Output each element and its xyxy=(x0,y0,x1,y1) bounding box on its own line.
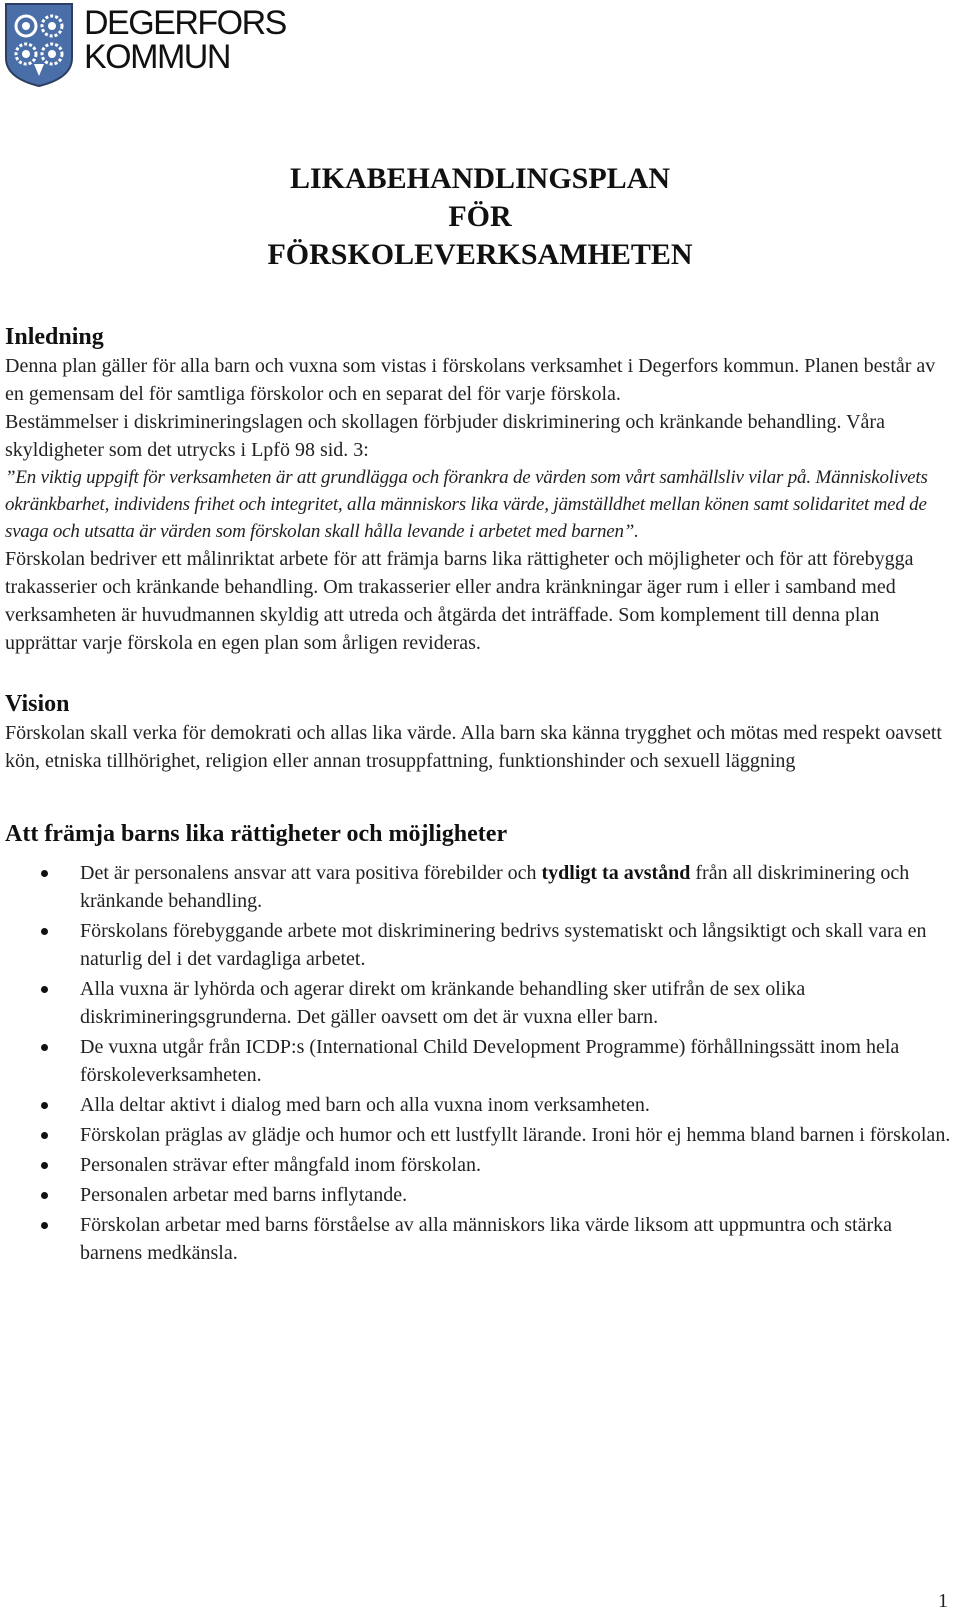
section-heading-inledning: Inledning xyxy=(5,324,104,350)
title-line-2: FÖR xyxy=(448,200,512,233)
section-heading-rights: Att främja barns lika rättigheter och möjligheter xyxy=(5,821,508,847)
list-item xyxy=(5,1033,953,1089)
document-body xyxy=(5,322,953,1269)
page-number: 1 xyxy=(938,1590,948,1612)
inledning-paragraph-3: Förskolan bedriver ett målinriktat arbete för att främja barns lika rättigheter och möjligheter och för att förebygga trakasserier och kränkande behandling. Om trakasserier eller andra kränkningar äger rum i eller i samband med verksamheten är huvudmannen skyldig att utreda och åtgärda det inträffade. Som komplement till denna plan upprättar varje förskola en egen plan som årligen revideras. xyxy=(5,548,914,654)
list-item xyxy=(5,975,953,1031)
title-line-1: LIKABEHANDLINGSPLAN xyxy=(289,162,671,195)
section-heading-vision: Vision xyxy=(5,691,70,717)
municipality-wordmark xyxy=(84,6,286,74)
list-item xyxy=(5,1181,953,1209)
bullet-icon xyxy=(41,1044,48,1051)
bullet-icon xyxy=(41,1192,48,1199)
document-title xyxy=(0,160,960,274)
list-item-text: Förskolan arbetar med barns förståelse av alla människors lika värde liksom att uppmuntra och stärka barnens medkänsla. xyxy=(80,1214,892,1264)
list-item xyxy=(5,1211,953,1267)
vision-paragraph: Förskolan skall verka för demokrati och allas lika värde. Alla barn ska känna trygghet och mötas med respekt oavsett kön, etniska tillhörighet, religion eller annan trosuppfattning, funktionshinder och sexuell läggning xyxy=(5,722,942,772)
municipality-crest-logo xyxy=(4,2,74,88)
curriculum-quote: ”En viktig uppgift för verksamheten är att grundlägga och förankra de värden som vårt samhällsliv vilar på. Människolivets okränkbarhet, individens frihet och integritet, alla människors lika värde, jämställdhet mellan könen samt solidaritet med de svaga och utsatta är värden som förskolan skall hålla levande i arbetet med barnen”. xyxy=(5,467,928,542)
wordmark-line-1: DEGERFORS xyxy=(84,4,286,42)
list-item-emphasis: tydligt ta avstånd xyxy=(541,862,691,884)
wordmark-line-2: KOMMUN xyxy=(84,38,230,76)
bullet-icon xyxy=(41,1162,48,1169)
page-header xyxy=(4,2,286,88)
list-item xyxy=(5,1091,953,1119)
bullet-icon xyxy=(41,928,48,935)
rights-bullet-list xyxy=(5,859,953,1267)
list-item xyxy=(5,917,953,973)
inledning-paragraph-2: Bestämmelser i diskrimineringslagen och skollagen förbjuder diskriminering och kränkande behandling. Våra skyldigheter som det utrycks i Lpfö 98 sid. 3: xyxy=(5,411,885,461)
list-item-text: Förskolans förebyggande arbete mot diskriminering bedrivs systematiskt och långsiktigt och skall vara en naturlig del i det vardagliga arbetet. xyxy=(80,920,927,970)
list-item-text: De vuxna utgår från ICDP:s (International Child Development Programme) förhållningssätt inom hela förskoleverksamheten. xyxy=(80,1036,900,1086)
bullet-icon xyxy=(41,1102,48,1109)
list-item-text: från all diskriminering och kränkande behandling. xyxy=(80,862,910,912)
list-item-text: Alla deltar aktivt i dialog med barn och alla vuxna inom verksamheten. xyxy=(80,1094,650,1116)
list-item-text: Det är personalens ansvar att vara positiva förebilder och xyxy=(80,862,542,884)
list-item xyxy=(5,1121,953,1149)
list-item-text: Alla vuxna är lyhörda och agerar direkt om kränkande behandling sker utifrån de sex olika diskrimineringsgrunderna. Det gäller oavsett om det är vuxna eller barn. xyxy=(80,978,806,1028)
list-item xyxy=(5,859,953,915)
bullet-icon xyxy=(41,870,48,877)
title-line-3: FÖRSKOLEVERKSAMHETEN xyxy=(267,238,693,271)
inledning-paragraph-1: Denna plan gäller för alla barn och vuxna som vistas i förskolans verksamhet i Degerfors kommun. Planen består av en gemensam del för samtliga förskolor och en separat del för varje förskola. xyxy=(5,355,936,405)
list-item xyxy=(5,1151,953,1179)
bullet-icon xyxy=(41,1132,48,1139)
list-item-text: Personalen arbetar med barns inflytande. xyxy=(80,1184,408,1206)
bullet-icon xyxy=(41,986,48,993)
bullet-icon xyxy=(41,1222,48,1229)
list-item-text: Personalen strävar efter mångfald inom förskolan. xyxy=(80,1154,481,1176)
list-item-text: Förskolan präglas av glädje och humor och ett lustfyllt lärande. Ironi hör ej hemma bland barnen i förskolan. xyxy=(80,1124,951,1146)
